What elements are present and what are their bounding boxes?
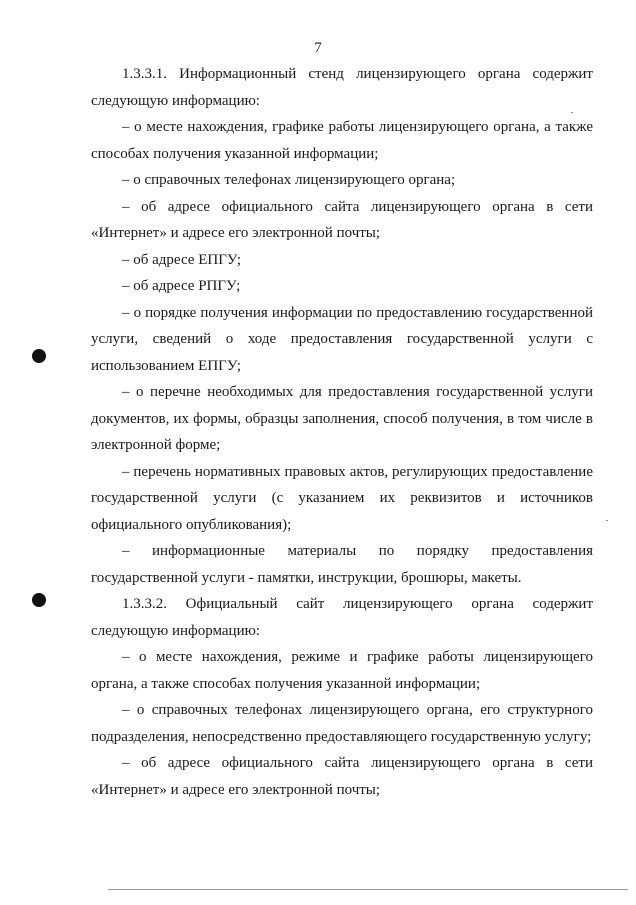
page-number: 7	[314, 40, 322, 56]
paragraph-1-3-3-1: 1.3.3.1. Информационный стенд лицензирующего органа содержит следующую информацию:	[91, 66, 593, 109]
list-item: – о месте нахождения, режиме и графике работы лицензирующего органа, а также способах получения указанной информации;	[91, 649, 593, 692]
list-item: – о порядке получения информации по предоставлению государственной услуги, сведений о ходе предоставления государственной услуги с использованием ЕПГУ;	[91, 304, 593, 374]
list-item: – об адресе официального сайта лицензирующего органа в сети «Интернет» и адресе его электронной почты;	[91, 198, 593, 241]
punch-hole-icon	[32, 593, 46, 607]
scan-speck	[571, 112, 573, 113]
list-item: – об адресе официального сайта лицензирующего органа в сети «Интернет» и адресе его электронной почты;	[91, 755, 593, 798]
scan-edge-line	[108, 889, 628, 890]
list-item: – об адресе ЕПГУ;	[122, 251, 242, 268]
list-item: – информационные материалы по порядку предоставления государственной услуги - памятки, инструкции, брошюры, макеты.	[91, 543, 593, 586]
list-item: – о перечне необходимых для предоставления государственной услуги документов, их формы, образцы заполнения, способ получения, в том числе в электронной форме;	[91, 384, 593, 453]
list-item: – о справочных телефонах лицензирующего органа;	[122, 172, 456, 188]
paragraph-1-3-3-2: 1.3.3.2. Официальный сайт лицензирующего органа содержит следующую информацию:	[91, 596, 593, 639]
punch-hole-icon	[32, 349, 46, 363]
list-item: – перечень нормативных правовых актов, регулирующих предоставление государственной услуги (с указанием их реквизитов и источников официального опубликования);	[91, 463, 593, 533]
scan-speck	[606, 520, 608, 521]
list-item: – об адресе РПГУ;	[122, 278, 241, 294]
list-item: – о справочных телефонах лицензирующего органа, его структурного подразделения, непосредственно предоставляющего государственную услугу;	[91, 702, 593, 745]
list-item: – о месте нахождения, графике работы лицензирующего органа, а также способах получения указанной информации;	[91, 119, 593, 162]
page-body	[91, 61, 593, 803]
